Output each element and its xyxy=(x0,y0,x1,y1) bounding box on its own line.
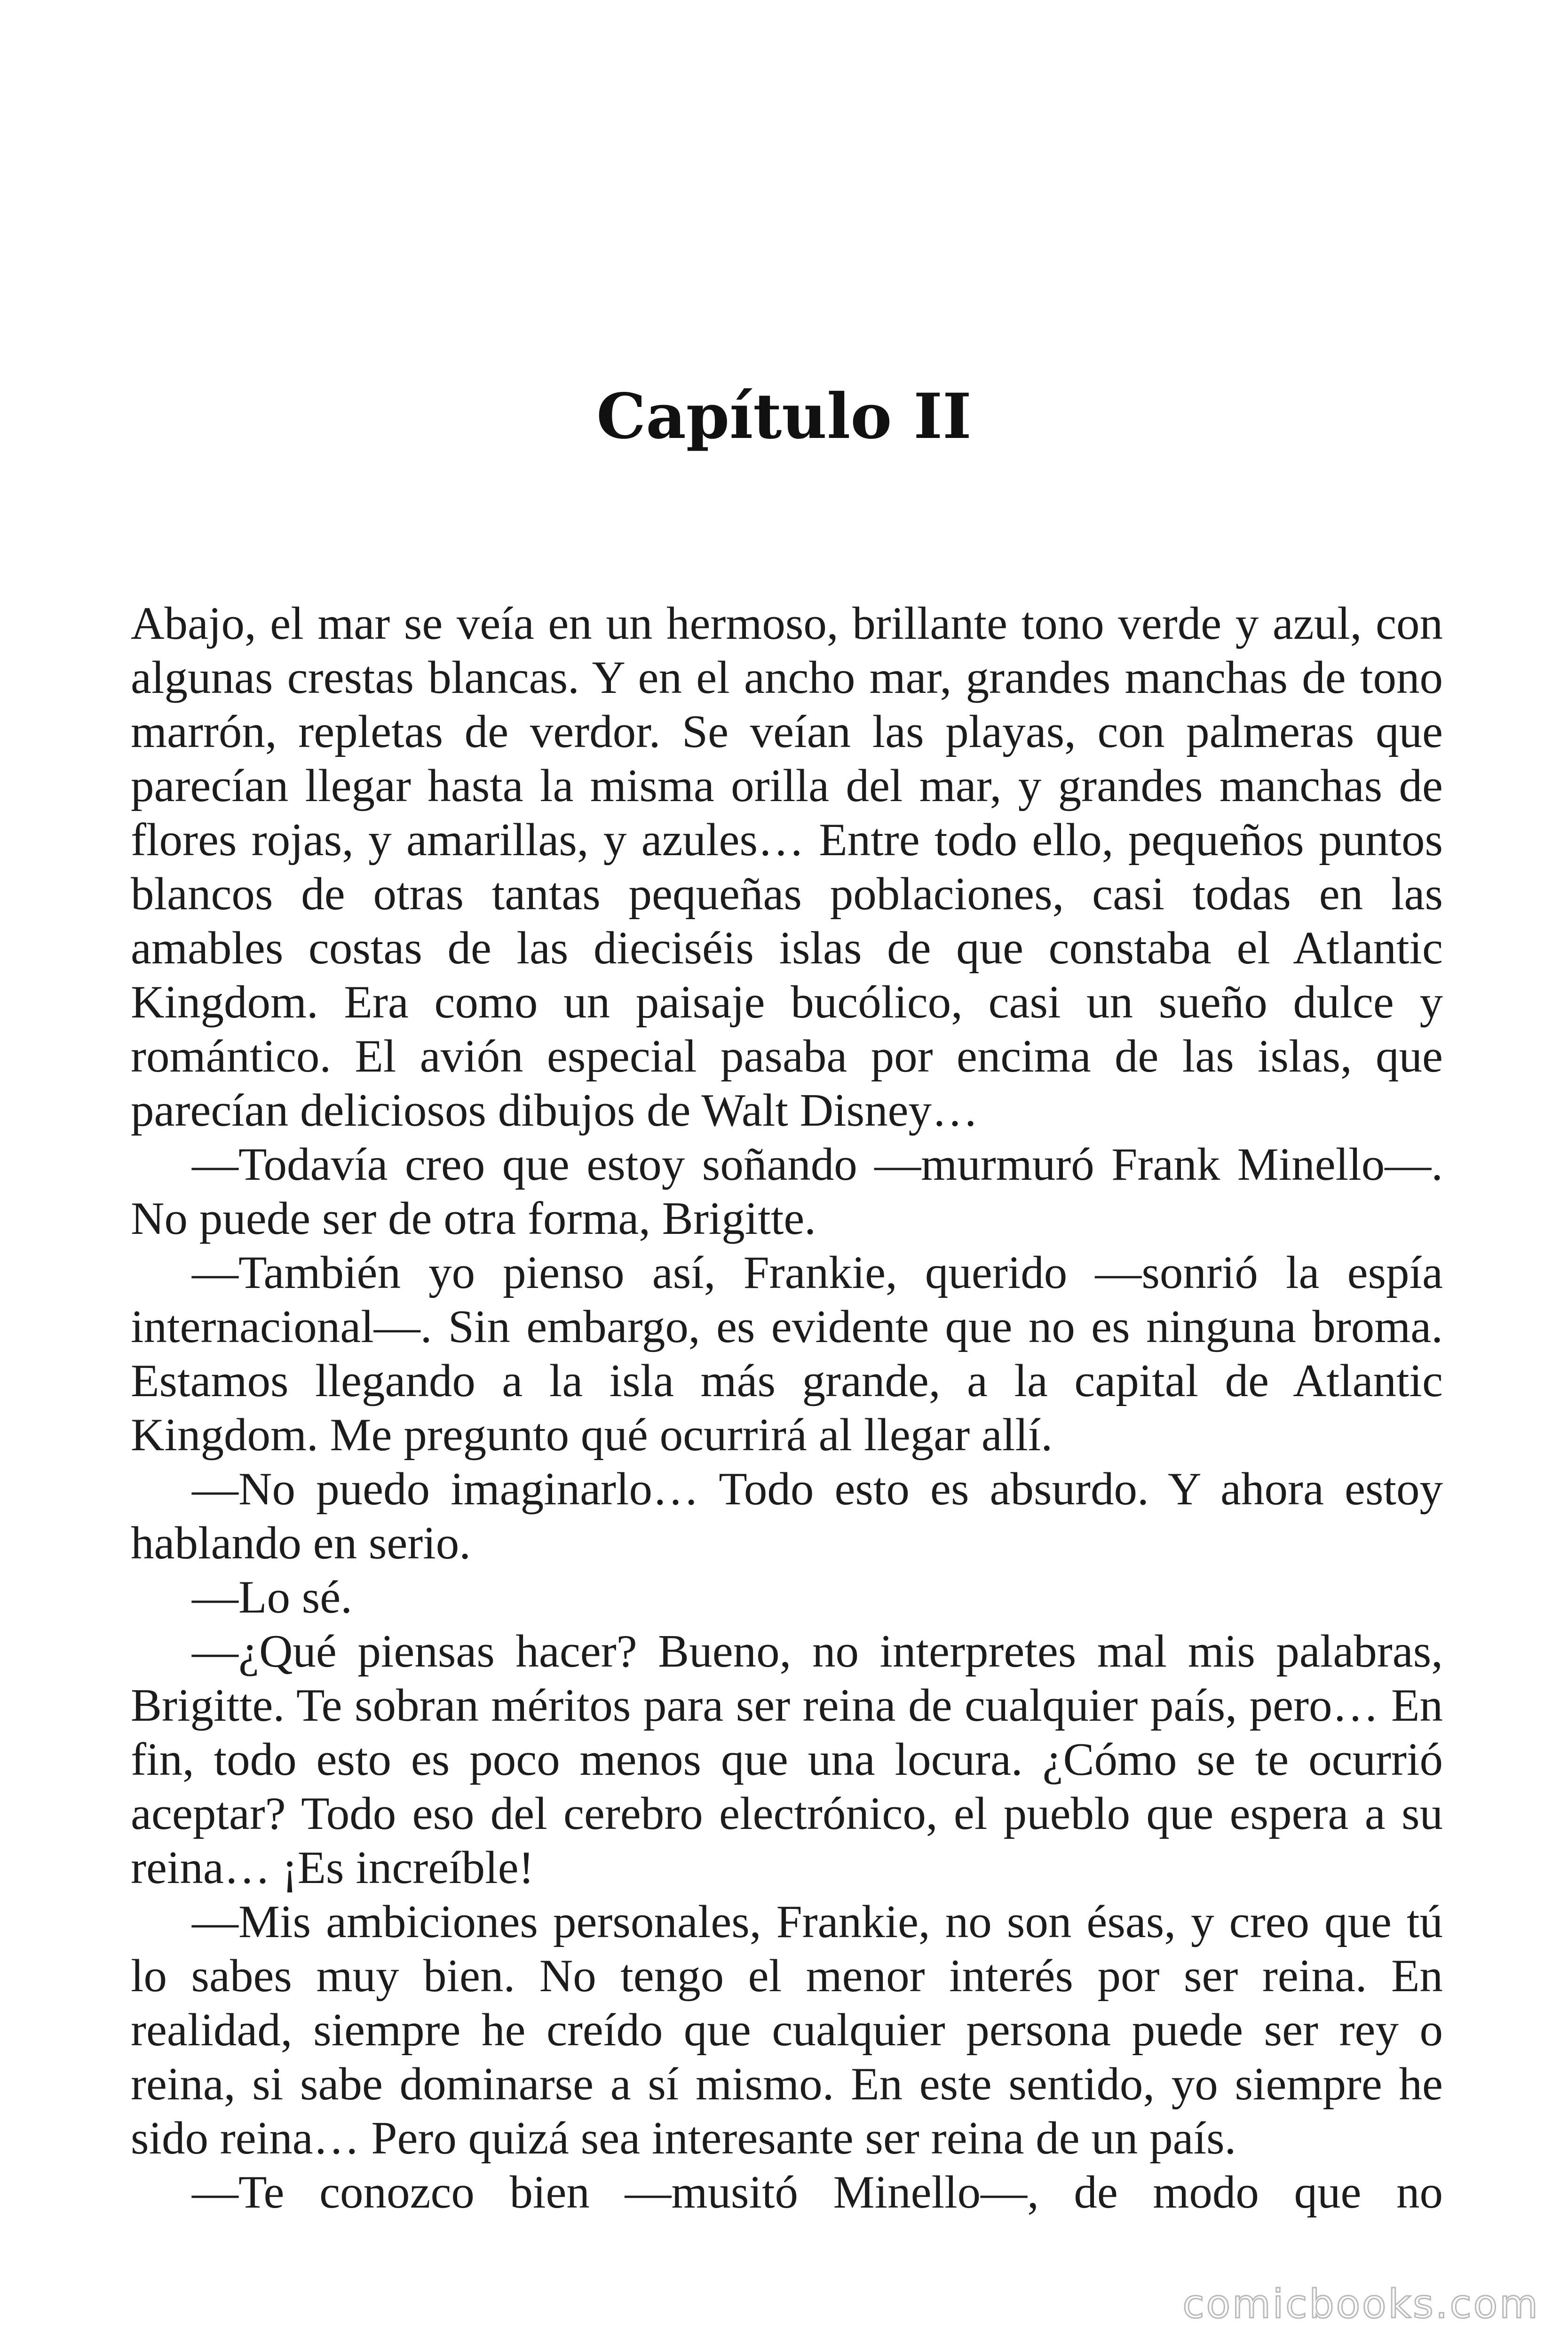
paragraph-6: —¿Qué piensas hacer? Bueno, no interpretes mal mis palabras, Brigitte. Te sobran méritos para ser reina de cualquier país, pero… En fin, todo esto es poco menos que una locura. ¿Cómo se te ocurrió aceptar? Todo eso del cerebro electrónico, el pueblo que espera a su reina… ¡Es increíble! xyxy=(131,1626,1443,1893)
paragraph-7: —Mis ambiciones personales, Frankie, no son ésas, y creo que tú lo sabes muy bien. No tengo el menor interés por ser reina. En realidad, siempre he creído que cualquier persona puede ser rey o reina, si sabe dominarse a sí mismo. En este sentido, yo siempre he sido reina… Pero quizá sea interesante ser reina de un país. xyxy=(131,1896,1443,2164)
watermark-logo: comicbooks.com xyxy=(1182,2281,1540,2327)
paragraph-3: —También yo pienso así, Frankie, querido —sonrió la espía internacional—. Sin embargo, es evidente que no es ninguna broma. Estamos llegando a la isla más grande, a la capital de Atlantic Kingdom. Me pregunto qué ocurrirá al llegar allí. xyxy=(131,1247,1443,1461)
chapter-title: Capítulo II xyxy=(596,380,972,453)
paragraph-5: —Lo sé. xyxy=(192,1572,352,1623)
paragraph-4: —No puedo imaginarlo… Todo esto es absurdo. Y ahora estoy hablando en serio. xyxy=(131,1463,1443,1569)
paragraph-1: Abajo, el mar se veía en un hermoso, brillante tono verde y azul, con algunas crestas blancas. Y en el ancho mar, grandes manchas de tono marrón, repletas de verdor. Se veían las playas, con palmeras que parecían llegar hasta la misma orilla del mar, y grandes manchas de flores rojas, y amarillas, y azules… Entre todo ello, pequeños puntos blancos de otras tantas pequeñas poblaciones, casi todas en las amables costas de las dieciséis islas de que constaba el Atlantic Kingdom. Era como un paisaje bucólico, casi un sueño dulce y romántico. El avión especial pasaba por encima de las islas, que parecían deliciosos dibujos de Walt Disney… xyxy=(131,598,1443,1136)
paragraph-8: —Te conozco bien —musitó Minello—, de modo que no xyxy=(192,2167,1443,2218)
chapter-body xyxy=(131,596,1443,2219)
paragraph-2: —Todavía creo que estoy soñando —murmuró Frank Minello—. No puede ser de otra forma, Brigitte. xyxy=(131,1139,1443,1244)
